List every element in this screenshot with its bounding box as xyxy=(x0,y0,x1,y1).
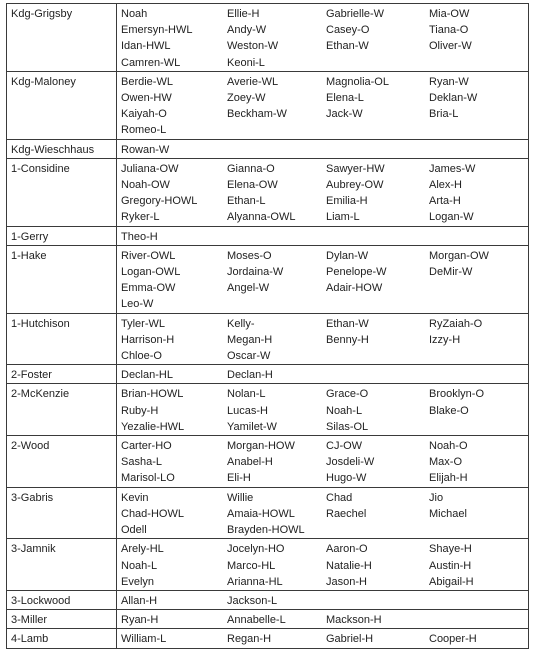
student-name: Raechel xyxy=(326,507,367,520)
student-name: Ryan-W xyxy=(429,75,469,88)
student-name: Ethan-W xyxy=(326,317,369,330)
student-name: Romeo-L xyxy=(121,124,167,137)
student-name: Elijah-H xyxy=(429,472,468,485)
student-name: Kevin xyxy=(121,491,149,504)
student-name: William-L xyxy=(121,633,167,646)
student-name xyxy=(326,296,429,312)
student-name: Nolan-L xyxy=(227,388,266,401)
student-names-cell xyxy=(117,158,529,226)
student-name: Jocelyn-HO xyxy=(227,543,285,556)
student-name xyxy=(227,142,326,158)
student-name xyxy=(326,593,429,609)
student-name: Moses-O xyxy=(227,249,272,262)
class-name-cell: 2-McKenzie xyxy=(7,384,117,436)
student-name: DeMir-W xyxy=(429,266,473,279)
student-name: Dylan-W xyxy=(326,249,369,262)
student-name-grid xyxy=(121,386,524,435)
student-name xyxy=(429,280,509,296)
student-name-grid xyxy=(121,541,524,590)
student-name xyxy=(429,348,509,364)
student-name xyxy=(326,142,429,158)
student-name xyxy=(429,296,509,312)
student-names-cell xyxy=(117,365,529,384)
student-name: Theo-H xyxy=(121,230,158,243)
student-name: Beckham-W xyxy=(227,108,287,121)
student-name: Yezalie-HWL xyxy=(121,420,185,433)
student-names-cell xyxy=(117,313,529,365)
student-name: Jack-W xyxy=(326,108,363,121)
table-row xyxy=(7,71,529,139)
student-name: Max-O xyxy=(429,456,462,469)
student-name: Chad-HOWL xyxy=(121,507,184,520)
table-row xyxy=(7,4,529,72)
student-name: Abigail-H xyxy=(429,575,474,588)
student-name: Berdie-WL xyxy=(121,75,173,88)
student-name: Rowan-W xyxy=(121,143,170,156)
student-name xyxy=(227,296,326,312)
student-name: Ryan-H xyxy=(121,614,159,627)
student-name: Ellie-H xyxy=(227,8,260,20)
student-name: Michael xyxy=(429,507,467,520)
student-name: Tyler-WL xyxy=(121,317,165,330)
student-name: Marco-HL xyxy=(227,559,276,572)
student-name: Grace-O xyxy=(326,388,369,401)
student-name: Jio xyxy=(429,491,444,504)
student-name: Angel-W xyxy=(227,282,270,295)
student-name: Owen-HW xyxy=(121,92,172,105)
student-name xyxy=(429,367,509,383)
student-name: Arianna-HL xyxy=(227,575,283,588)
student-name: CJ-OW xyxy=(326,440,363,453)
student-name: Chad xyxy=(326,491,353,504)
student-name xyxy=(429,142,509,158)
student-name: Austin-H xyxy=(429,559,472,572)
student-name: Morgan-OW xyxy=(429,249,489,262)
class-name-cell: 1-Considine xyxy=(7,158,117,226)
class-name-cell: 3-Gabris xyxy=(7,487,117,539)
student-name xyxy=(429,612,509,628)
student-name xyxy=(326,55,429,71)
student-name: Megan-H xyxy=(227,333,273,346)
class-name-cell: 3-Jamnik xyxy=(7,539,117,591)
student-name xyxy=(429,55,509,71)
student-name-grid xyxy=(121,316,524,365)
student-name: Brooklyn-O xyxy=(429,388,485,401)
class-name-cell: 1-Gerry xyxy=(7,226,117,245)
student-name: Sasha-L xyxy=(121,456,162,469)
student-names-cell xyxy=(117,4,529,72)
student-name: Ryker-L xyxy=(121,211,160,224)
student-name: Penelope-W xyxy=(326,266,387,279)
student-name: Kelly- xyxy=(227,317,255,330)
student-name: Evelyn xyxy=(121,575,155,588)
student-name: Blake-O xyxy=(429,404,469,417)
student-name: Aaron-O xyxy=(326,543,368,556)
table-row xyxy=(7,629,529,648)
student-names-cell xyxy=(117,139,529,158)
student-name: Noah-O xyxy=(429,440,468,453)
student-name-grid xyxy=(121,490,524,539)
student-name: Brian-HOWL xyxy=(121,388,184,401)
student-name-grid xyxy=(121,6,524,71)
student-name: Noah-L xyxy=(121,559,158,572)
student-name: Bria-L xyxy=(429,108,459,121)
student-name xyxy=(326,348,429,364)
student-name xyxy=(227,229,326,245)
student-name: Gabrielle-W xyxy=(326,8,385,20)
student-name: Brayden-HOWL xyxy=(227,524,305,537)
table-row xyxy=(7,436,529,488)
student-name: Allan-H xyxy=(121,594,158,607)
student-name: Weston-W xyxy=(227,40,279,53)
student-name-grid xyxy=(121,438,524,487)
student-name-grid xyxy=(121,142,524,158)
class-name-cell: 1-Hake xyxy=(7,245,117,313)
student-name: Emma-OW xyxy=(121,282,176,295)
table-row xyxy=(7,313,529,365)
student-name xyxy=(326,367,429,383)
table-row xyxy=(7,590,529,609)
student-name: Aubrey-OW xyxy=(326,179,384,192)
student-name: Declan-H xyxy=(227,369,273,382)
student-name: Josdeli-W xyxy=(326,456,375,469)
student-name: Logan-OWL xyxy=(121,266,181,279)
student-name: Camren-WL xyxy=(121,56,181,69)
student-names-cell xyxy=(117,245,529,313)
student-name-grid xyxy=(121,631,524,647)
class-name-cell: Kdg-Wieschhaus xyxy=(7,139,117,158)
student-name: Odell xyxy=(121,524,147,537)
student-name: Gregory-HOWL xyxy=(121,195,198,208)
class-name-cell: Kdg-Grigsby xyxy=(7,4,117,72)
table-row xyxy=(7,245,529,313)
student-name: Izzy-H xyxy=(429,333,461,346)
student-name: Noah-OW xyxy=(121,179,170,192)
student-name: Arta-H xyxy=(429,195,461,208)
student-names-cell xyxy=(117,384,529,436)
student-name: Jason-H xyxy=(326,575,367,588)
class-name-cell: 3-Lockwood xyxy=(7,590,117,609)
student-name: Juliana-OW xyxy=(121,162,179,175)
student-name: Noah xyxy=(121,8,148,20)
student-name: Natalie-H xyxy=(326,559,372,572)
student-name: Tiana-O xyxy=(429,24,469,37)
student-names-cell xyxy=(117,487,529,539)
student-name: Magnolia-OL xyxy=(326,75,389,88)
student-name: Noah-L xyxy=(326,404,363,417)
student-name-grid xyxy=(121,74,524,139)
student-name: Regan-H xyxy=(227,633,272,646)
table-row xyxy=(7,158,529,226)
student-names-cell xyxy=(117,590,529,609)
student-name: Carter-HO xyxy=(121,440,172,453)
student-name: Jackson-L xyxy=(227,594,278,607)
student-name: Declan-HL xyxy=(121,369,173,382)
student-name: Casey-O xyxy=(326,24,370,37)
class-name-cell: 2-Wood xyxy=(7,436,117,488)
student-name xyxy=(326,522,429,538)
student-name: Benny-H xyxy=(326,333,369,346)
table-row xyxy=(7,487,529,539)
class-name-cell: Kdg-Maloney xyxy=(7,71,117,139)
student-name: Yamilet-W xyxy=(227,420,277,433)
student-name: Ruby-H xyxy=(121,404,159,417)
student-names-cell xyxy=(117,71,529,139)
student-name: Annabelle-L xyxy=(227,614,286,627)
student-name xyxy=(429,522,509,538)
student-name xyxy=(326,122,429,138)
class-roster-table xyxy=(6,3,529,649)
student-name-grid xyxy=(121,367,524,383)
student-name: Idan-HWL xyxy=(121,40,171,53)
student-name: Deklan-W xyxy=(429,92,478,105)
student-name: Chloe-O xyxy=(121,350,162,363)
student-name xyxy=(429,593,509,609)
table-row xyxy=(7,365,529,384)
student-name: Keoni-L xyxy=(227,56,265,69)
student-name: Zoey-W xyxy=(227,92,266,105)
student-name: James-W xyxy=(429,162,476,175)
student-name: Amaia-HOWL xyxy=(227,507,295,520)
student-name: Jordaina-W xyxy=(227,266,284,279)
student-name: Marisol-LO xyxy=(121,472,175,485)
student-name: Sawyer-HW xyxy=(326,162,385,175)
student-names-cell xyxy=(117,539,529,591)
class-name-cell: 4-Lamb xyxy=(7,629,117,648)
student-name: Morgan-HOW xyxy=(227,440,295,453)
student-name: Shaye-H xyxy=(429,543,472,556)
student-name: Elena-L xyxy=(326,92,364,105)
class-name-cell: 1-Hutchison xyxy=(7,313,117,365)
student-names-cell xyxy=(117,436,529,488)
student-name: Leo-W xyxy=(121,298,154,311)
roster-body xyxy=(7,4,529,649)
student-name xyxy=(429,419,509,435)
student-name: Hugo-W xyxy=(326,472,367,485)
student-name: Elena-OW xyxy=(227,179,278,192)
student-name: Silas-OL xyxy=(326,420,369,433)
student-name: Alex-H xyxy=(429,179,463,192)
student-name: Anabel-H xyxy=(227,456,273,469)
student-name: Oliver-W xyxy=(429,40,472,53)
table-row xyxy=(7,139,529,158)
student-name: Gianna-O xyxy=(227,162,275,175)
student-name: Alyanna-OWL xyxy=(227,211,296,224)
student-name: Emersyn-HWL xyxy=(121,24,193,37)
student-name: Liam-L xyxy=(326,211,360,224)
student-name: Andy-W xyxy=(227,24,267,37)
student-name: Oscar-W xyxy=(227,350,271,363)
student-name: Mackson-H xyxy=(326,614,382,627)
student-name xyxy=(429,122,509,138)
table-row xyxy=(7,226,529,245)
student-name xyxy=(227,122,326,138)
student-name xyxy=(429,229,509,245)
student-name-grid xyxy=(121,161,524,226)
student-name: River-OWL xyxy=(121,249,176,262)
student-name: Averie-WL xyxy=(227,75,279,88)
student-name: Lucas-H xyxy=(227,404,268,417)
student-name: Kaiyah-O xyxy=(121,108,167,121)
student-name: Cooper-H xyxy=(429,633,477,646)
student-name xyxy=(326,229,429,245)
student-name: Adair-HOW xyxy=(326,282,383,295)
student-name: Arely-HL xyxy=(121,543,164,556)
student-name: Eli-H xyxy=(227,472,251,485)
student-name: Gabriel-H xyxy=(326,633,374,646)
student-names-cell xyxy=(117,226,529,245)
class-name-cell: 3-Miller xyxy=(7,610,117,629)
student-name: Harrison-H xyxy=(121,333,175,346)
student-names-cell xyxy=(117,610,529,629)
student-name: Willie xyxy=(227,491,254,504)
student-name: Logan-W xyxy=(429,211,474,224)
student-name-grid xyxy=(121,612,524,628)
student-name: Mia-OW xyxy=(429,8,470,20)
student-name: Ethan-W xyxy=(326,40,369,53)
student-name-grid xyxy=(121,248,524,313)
table-row xyxy=(7,539,529,591)
student-name-grid xyxy=(121,229,524,245)
table-row xyxy=(7,384,529,436)
class-name-cell: 2-Foster xyxy=(7,365,117,384)
table-row xyxy=(7,610,529,629)
student-name: Ethan-L xyxy=(227,195,266,208)
student-name: RyZaiah-O xyxy=(429,317,483,330)
student-name: Emilia-H xyxy=(326,195,368,208)
student-names-cell xyxy=(117,629,529,648)
student-name-grid xyxy=(121,593,524,609)
